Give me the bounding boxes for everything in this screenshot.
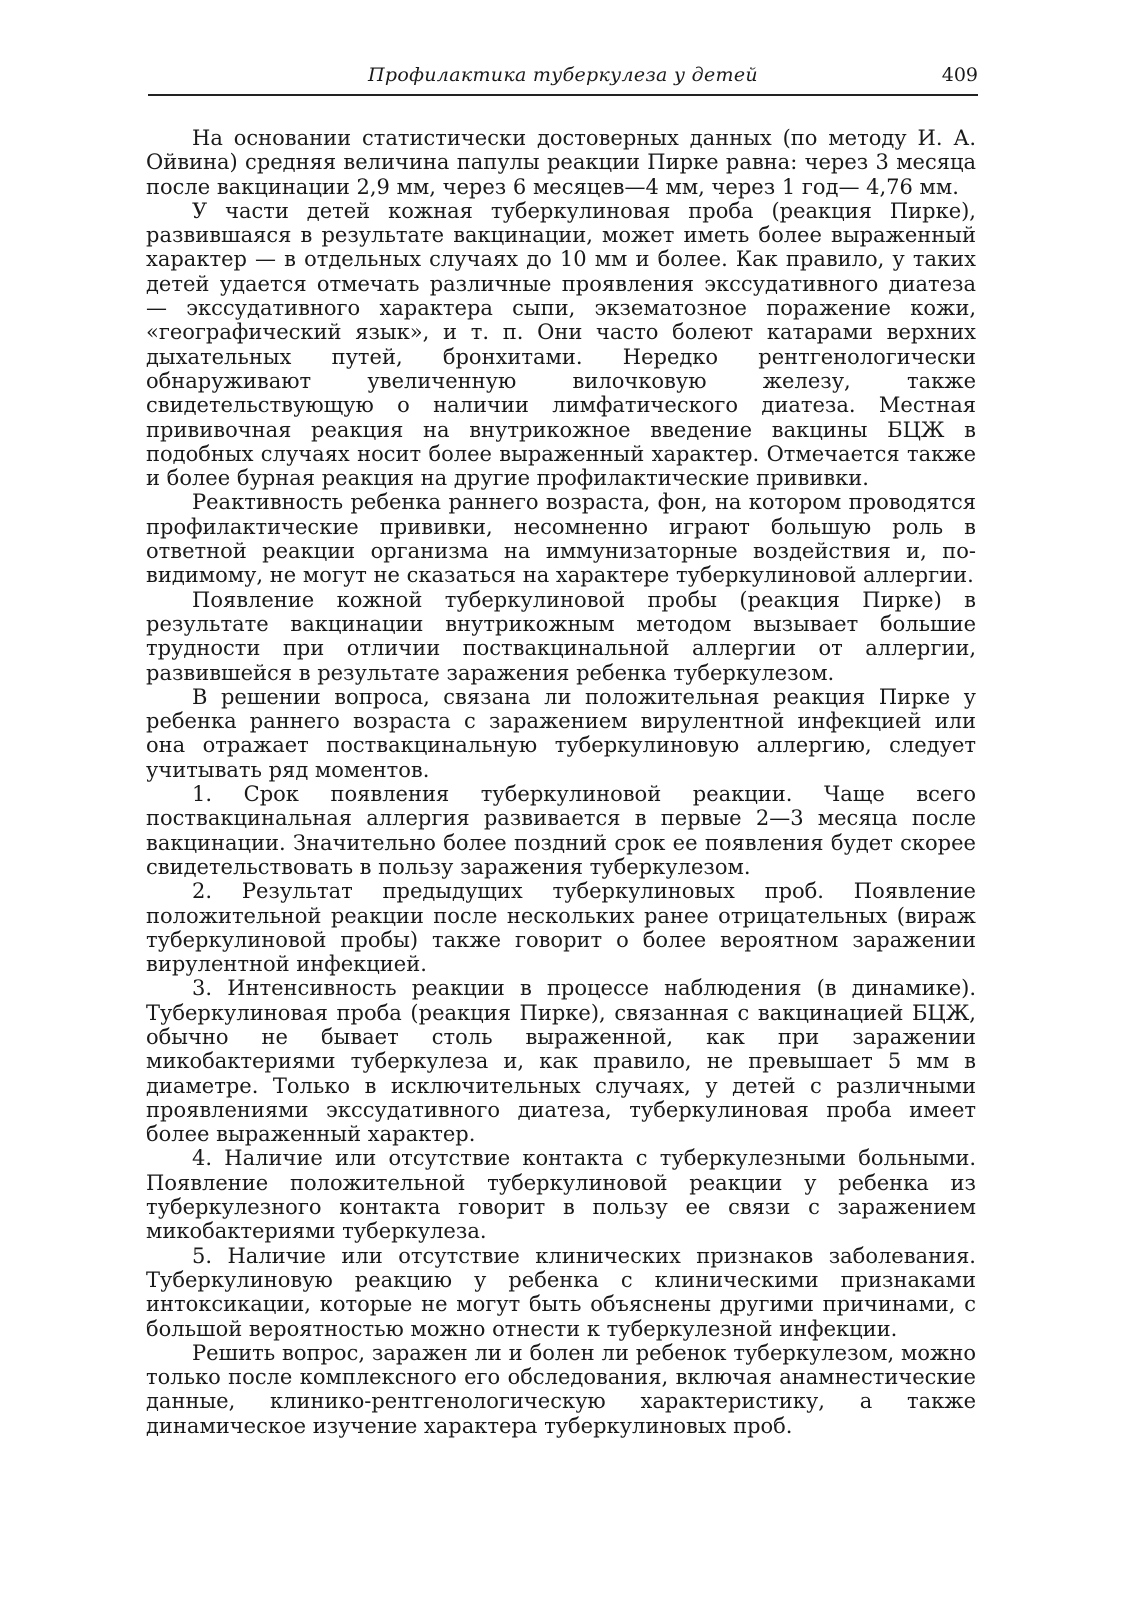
list-item-5: 5. Наличие или отсутствие клинических признаков заболевания. Туберкулиновую реакцию у ребенка с клиническими признаками интоксикации, которые не могут быть объяснены другими причинами, с большой вероятностью можно отнести к туберкулезной инфекции. (146, 1243, 976, 1341)
paragraph-conclusion: Решить вопрос, заражен ли и болен ли ребенок туберкулезом, можно только после комплексного его обследования, включая анамнестические данные, клинико-рентгенологическую характеристику, а также динамическое изучение характера туберкулиновых проб. (146, 1340, 976, 1438)
list-item-3: 3. Интенсивность реакции в процессе наблюдения (в динамике). Туберкулиновая проба (реакция Пирке), связанная с вакцинацией БЦЖ, обычно не бывает столь выраженной, как при заражении микобактериями туберкулеза и, как правило, не превышает 5 мм в диаметре. Только в исключительных случаях, у детей с различными проявлениями экссудативного диатеза, туберкулиновая проба имеет более выраженный характер. (146, 976, 976, 1147)
list-item-1: 1. Срок появления туберкулиновой реакции. Чаще всего поствакцинальная аллергия развивается в первые 2—3 месяца после вакцинации. Значительно более поздний срок ее появления будет скорее свидетельствовать в пользу заражения туберкулезом. (146, 782, 976, 879)
running-header (148, 62, 978, 98)
list-item-4: 4. Наличие или отсутствие контакта с туберкулезными больными. Появление положительной туберкулиновой реакции у ребенка из туберкулезного контакта говорит в пользу ее связи с заражением микобактериями туберкулеза. (146, 1146, 976, 1244)
page-number: 409 (941, 64, 978, 86)
paragraph-4: Появление кожной туберкулиновой пробы (реакция Пирке) в результате вакцинации внутрикожным методом вызывает большие трудности при отличии поствакцинальной аллергии от аллергии, развившейся в результате заражения ребенка туберкулезом. (146, 587, 976, 685)
running-title: Профилактика туберкулеза у детей (368, 64, 758, 86)
list-item-2: 2. Результат предыдущих туберкулиновых проб. Появление положительной реакции после нескольких ранее отрицательных (вираж туберкулиновой пробы) также говорит о более вероятном заражении вирулентной инфекцией. (146, 879, 976, 977)
paragraph-1: На основании статистически достоверных данных (по методу И. А. Ойвина) средняя величина папулы реакции Пирке равна: через 3 месяца после вакцинации 2,9 мм, через 6 месяцев—4 мм, через 1 год— 4,76 мм. (146, 126, 976, 199)
header-rule (148, 94, 978, 96)
paragraph-3: Реактивность ребенка раннего возраста, фон, на котором проводятся профилактические прививки, несомненно играют большую роль в ответной реакции организма на иммунизаторные воздействия и, по-видимому, не могут не сказаться на характере туберкулиновой аллергии. (146, 490, 976, 588)
paragraph-2: У части детей кожная туберкулиновая проба (реакция Пирке), развившаяся в результате вакцинации, может иметь более выраженный характер — в отдельных случаях до 10 мм и более. Как правило, у таких детей удается отмечать различные проявления экссудативного диатеза — экссудативного характера сыпи, экзематозное поражение кожи, «географический язык», и т. п. Они часто болеют катарами верхних дыхательных путей, бронхитами. Нередко рентгенологически обнаруживают увеличенную вилочковую железу, также свидетельствующую о наличии лимфатического диатеза. Местная прививочная реакция на внутрикожное введение вакцины БЦЖ в подобных случаях носит более выраженный характер. Отмечается также и более бурная реакция на другие профилактические прививки. (146, 198, 976, 491)
body-text (146, 126, 976, 1438)
paragraph-5: В решении вопроса, связана ли положительная реакция Пирке у ребенка раннего возраста с заражением вирулентной инфекцией или она отражает поствакцинальную туберкулиновую аллергию, следует учитывать ряд моментов. (146, 684, 976, 782)
